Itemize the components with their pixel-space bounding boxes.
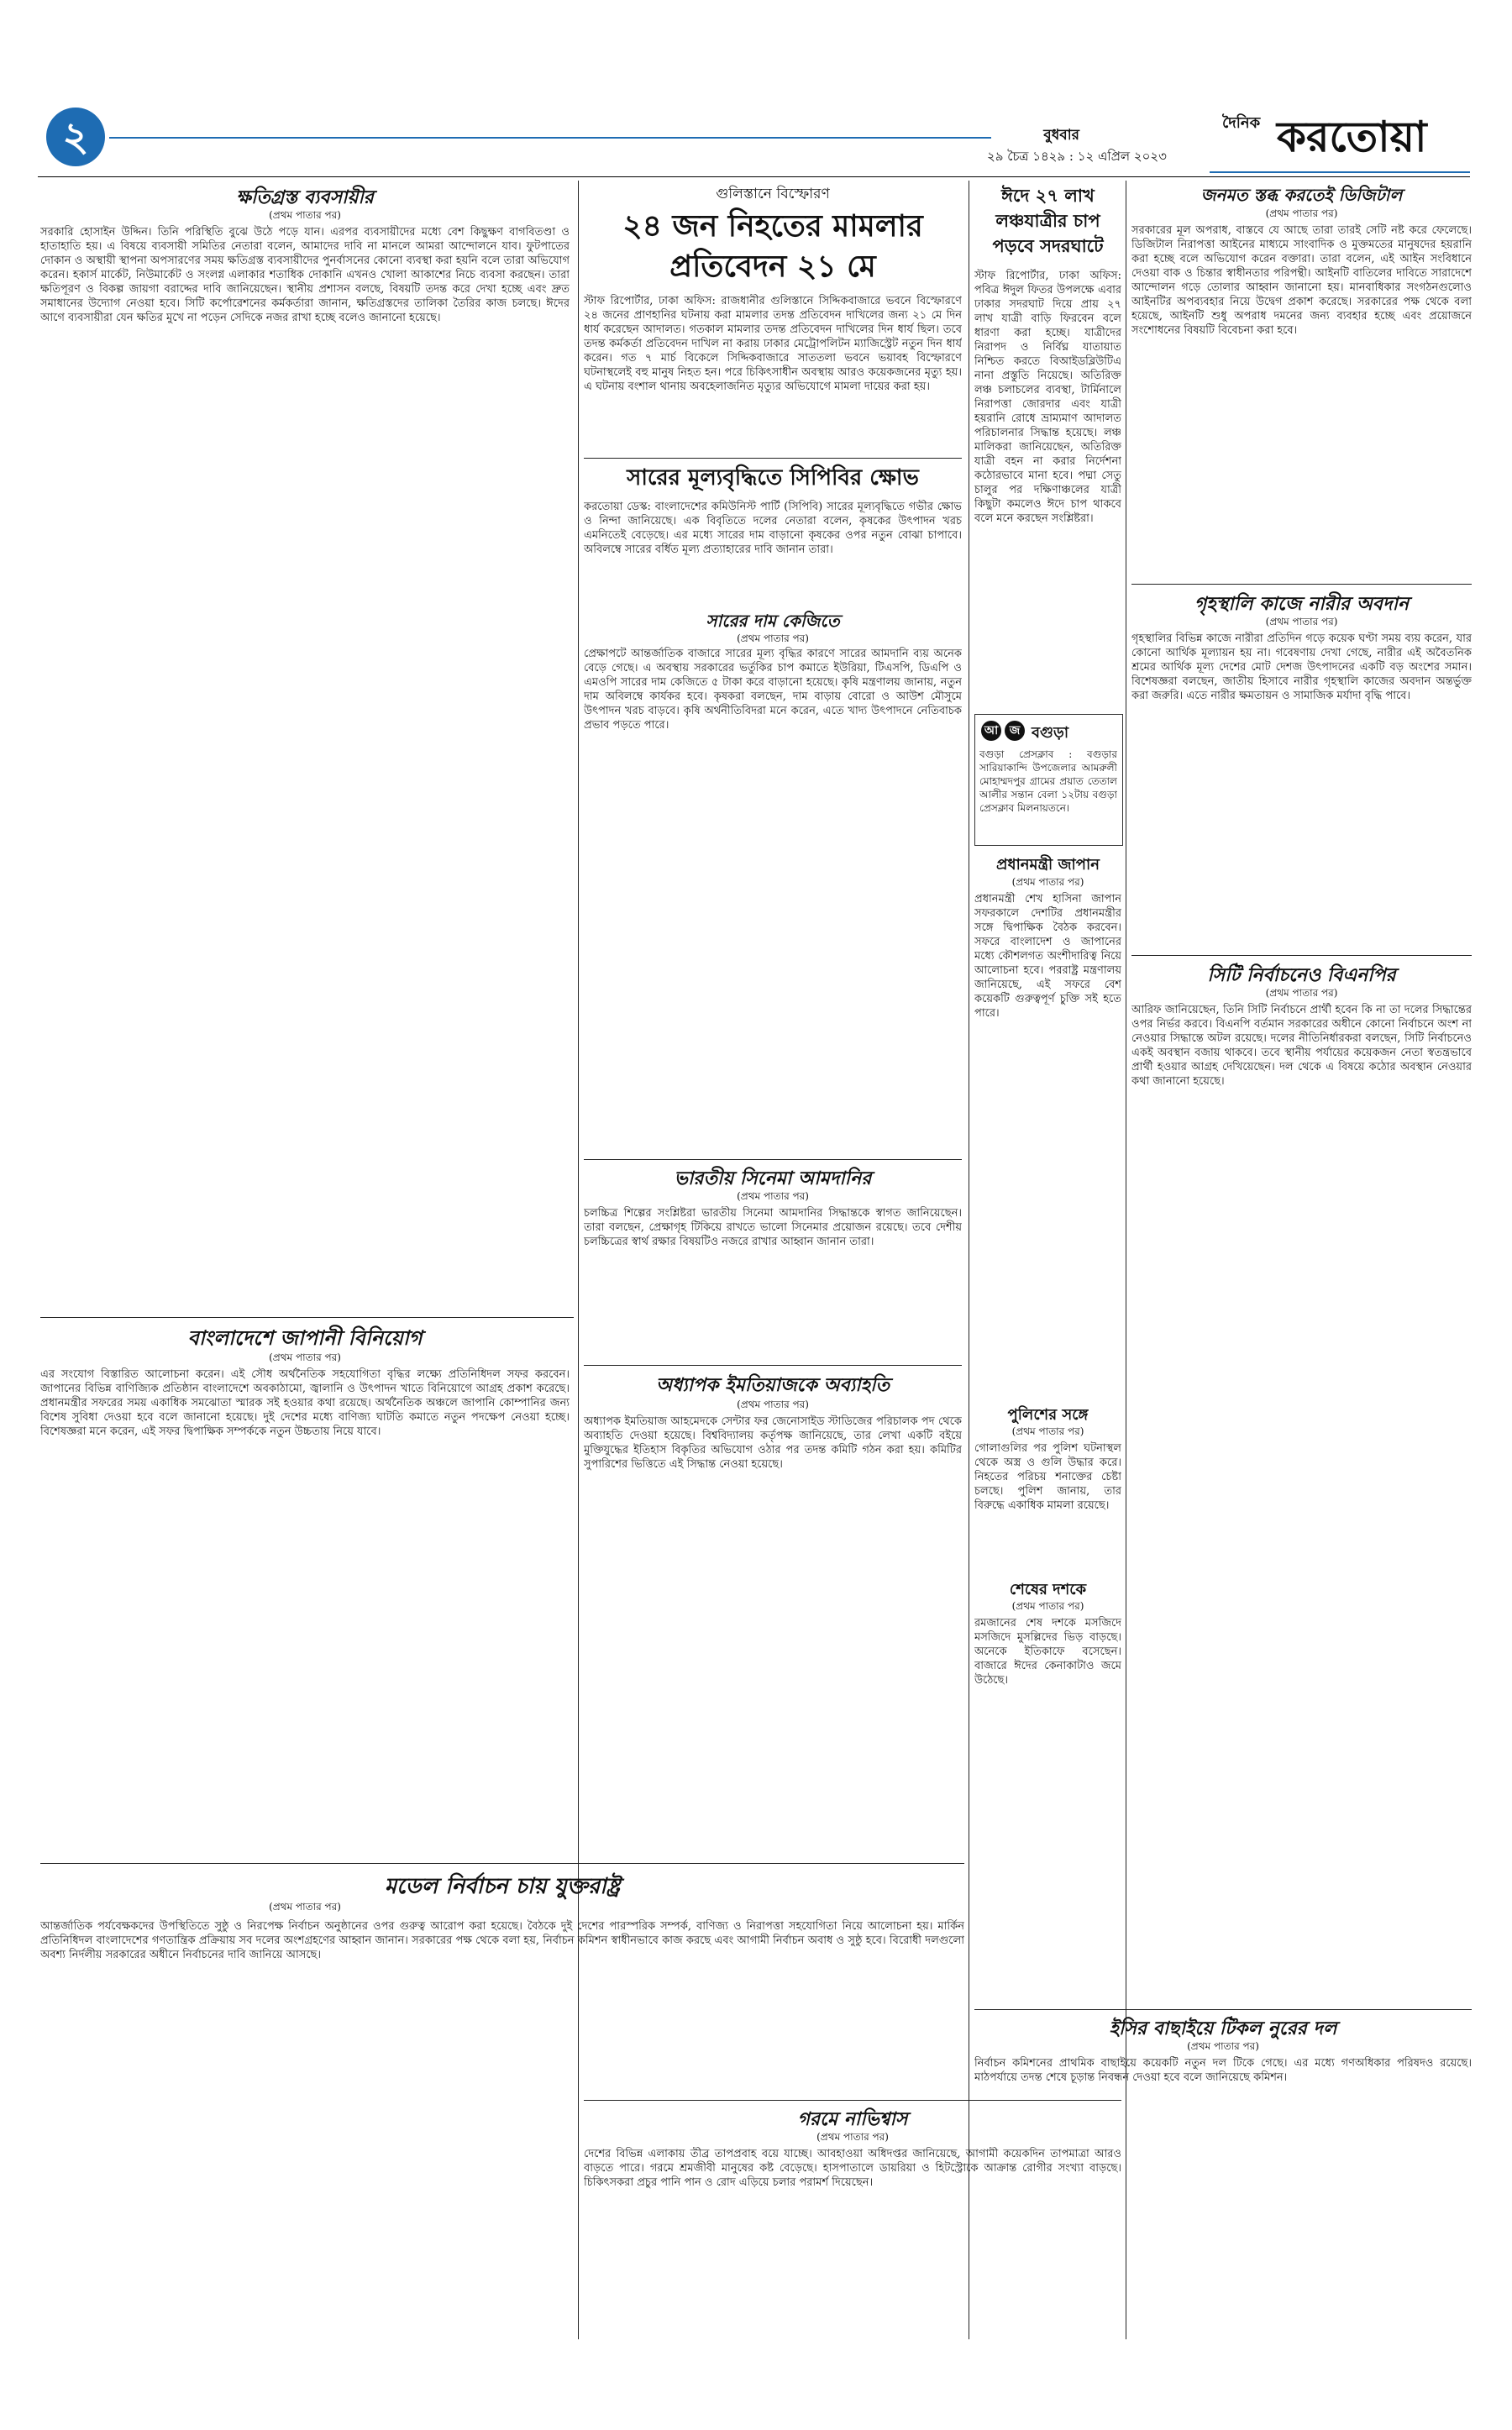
page-number: ২	[62, 113, 89, 160]
top-divider	[38, 176, 1470, 177]
continuation-note: (প্রথম পাতার পর)	[269, 209, 341, 221]
article-body: সরকারের মূল অপরাধ, বাস্তবে যে আছে তারা তারই সেটি নষ্ট করে ফেলেছে। ডিজিটাল নিরাপত্তা আইনের মাধ্যমে সাংবাদিক ও মুক্তমতের মানুষদের হয়রানি করা হচ্ছে বলে অভিযোগ করেন বক্তারা। তারা বলেন, এই আইন সংবিধানে দেওয়া বাক ও চিন্তার স্বাধীনতার পরিপন্থী। আইনটি বাতিলের দাবিতে সারাদেশে আন্দোলন গড়ে তোলার আহ্বান জানানো হয়। মানবাধিকার সংগঠনগুলোও আইনটির অপব্যবহার নিয়ে উদ্বেগ প্রকাশ করেছে। সরকারের পক্ষ থেকে বলা হয়েছে, আইনটি শুধু অপরাধ দমনের জন্য ব্যবহার হচ্ছে এবং প্রয়োজনে সংশোধনের বিষয়টি বিবেচনা করা হবে।	[1131, 224, 1472, 337]
continuation-note: (প্রথম পাতার পর)	[1011, 1600, 1084, 1612]
headline-heat-wave: গরমে নাভিশ্বাস	[797, 2108, 908, 2130]
article-body: প্রধানমন্ত্রী শেখ হাসিনা জাপান সফরকালে দেশটির প্রধানমন্ত্রীর সঙ্গে দ্বিপাক্ষিক বৈঠক করবেন। সফরে বাংলাদেশ ও জাপানের মধ্যে কৌশলগত অংশীদারিত্ব নিয়ে আলোচনা হবে। পররাষ্ট্র মন্ত্রণালয় জানিয়েছে, এই সফরে বেশ কয়েকটি গুরুত্বপূর্ণ চুক্তি সই হতে পারে।	[974, 893, 1121, 1020]
article-body: স্টাফ রিপোর্টার, ঢাকা অফিস: পবিত্র ঈদুল ফিতর উপলক্ষে এবার ঢাকার সদরঘাট দিয়ে প্রায় ২৭ লাখ যাত্রী বাড়ি ফিরবেন বলে ধারণা করা হচ্ছে। যাত্রীদের নিরাপদ ও নির্বিঘ্ন যাতায়াত নিশ্চিত করতে বিআইডব্লিউটিএ নানা প্রস্তুতি নিয়েছে। অতিরিক্ত লঞ্চ চলাচলের ব্যবস্থা, টার্মিনালে নিরাপত্তা জোরদার এবং যাত্রী হয়রানি রোধে ভ্রাম্যমাণ আদালত পরিচালনার সিদ্ধান্ত হয়েছে। লঞ্চ মালিকরা জানিয়েছেন, অতিরিক্ত যাত্রী বহন না করার নির্দেশনা কঠোরভাবে মানা হবে। পদ্মা সেতু চালুর পর দক্ষিণাঞ্চলের যাত্রী কিছুটা কমলেও ঈদে চাপ থাকবে বলে মনে করছেন সংশ্লিষ্টরা।	[974, 270, 1121, 525]
article-body: নির্বাচন কমিশনের প্রাথমিক বাছাইয়ে কয়েকটি নতুন দল টিকে গেছে। এর মধ্যে গণঅধিকার পরিষদও রয়েছে। মাঠপর্যায়ে তদন্ত শেষে চূড়ান্ত নিবন্ধন দেওয়া হবে বলে জানিয়েছে কমিশন।	[974, 2057, 1472, 2084]
divider	[584, 458, 962, 459]
article-body: অধ্যাপক ইমতিয়াজ আহমেদকে সেন্টার ফর জেনোসাইড স্টাডিজের পরিচালক পদ থেকে অব্যাহতি দেওয়া হয়েছে। বিশ্ববিদ্যালয় কর্তৃপক্ষ জানিয়েছে, তার লেখা একটি বইয়ে মুক্তিযুদ্ধের ইতিহাস বিকৃতির অভিযোগ ওঠার পর তদন্ত কমিটি গঠন করা হয়। কমিটির সুপারিশের ভিত্তিতে এই সিদ্ধান্ত নেওয়া হয়েছে।	[584, 1415, 962, 1471]
continuation-note: (প্রথম পাতার পর)	[816, 2131, 889, 2143]
headline-digital-security: জনমত স্তব্ধ করতেই ডিজিটাল	[1200, 185, 1403, 205]
masthead-line	[109, 137, 991, 139]
headline-lead-gulistan: ২৪ জন নিহতের মামলার প্রতিবেদন ২১ মে	[622, 208, 923, 284]
issue-day: বুধবার	[1043, 127, 1079, 144]
headline-pm-japan: প্রধানমন্ত্রী জাপান	[996, 856, 1100, 874]
headline-damaged-traders: ক্ষতিগ্রস্ত ব্যবসায়ীর	[236, 186, 374, 208]
divider	[40, 1317, 574, 1318]
headline-ec-nur-party: ইসির বাছাইয়ে টিকল নুরের দল	[1109, 2018, 1337, 2039]
paper-small-name: দৈনিক	[1222, 114, 1261, 132]
article-body: আরিফ জানিয়েছেন, তিনি সিটি নির্বাচনে প্রার্থী হবেন কি না তা দলের সিদ্ধান্তের ওপর নির্ভর করবে। বিএনপি বর্তমান সরকারের অধীনে কোনো নির্বাচনে অংশ না নেওয়ার সিদ্ধান্তে অটল রয়েছে। দলের নীতিনির্ধারকরা বলছেন, সিটি নির্বাচনেও একই অবস্থান বজায় থাকবে। তবে স্থানীয় পর্যায়ের কয়েকজন নেতা স্বতন্ত্রভাবে প্রার্থী হওয়ার আগ্রহ দেখিয়েছেন। দল থেকে এ বিষয়ে কঠোর অবস্থান নেওয়ার কথা জানানো হয়েছে।	[1131, 1004, 1472, 1088]
divider	[40, 1863, 964, 1864]
continuation-note: (প্রথম পাতার পর)	[1011, 1425, 1084, 1437]
headline-sadarghat-rush: ঈদে ২৭ লাখ লঞ্চযাত্রীর চাপ পড়বে সদরঘাটে	[992, 185, 1104, 256]
notice-logo-b: জ	[1005, 721, 1025, 741]
continuation-note: (প্রথম পাতার পর)	[269, 1351, 341, 1363]
continuation-note: (প্রথম পাতার পর)	[737, 1399, 809, 1410]
headline-police-gunfight: পুলিশের সঙ্গে	[1007, 1406, 1089, 1424]
issue-date: ২৯ চৈত্র ১৪২৯ : ১২ এপ্রিল ২০২৩	[987, 149, 1167, 164]
headline-bnp-city-election: সিটি নির্বাচনেও বিএনপির	[1207, 964, 1396, 986]
continuation-note: (প্রথম পাতার পর)	[1265, 616, 1338, 627]
divider	[1131, 955, 1472, 956]
headline-indian-cinema: ভারতীয় সিনেমা আমদানির	[674, 1168, 872, 1189]
article-body: গোলাগুলির পর পুলিশ ঘটনাস্থল থেকে অস্ত্র ও গুলি উদ্ধার করে। নিহতের পরিচয় শনাক্তের চেষ্টা চলছে। পুলিশ জানায়, তার বিরুদ্ধে একাধিক মামলা রয়েছে।	[974, 1442, 1121, 1512]
continuation-note: (প্রথম পাতার পর)	[1187, 2040, 1259, 2052]
article-body: করতোয়া ডেস্ক: বাংলাদেশের কমিউনিস্ট পার্টি (সিপিবি) সারের মূল্যবৃদ্ধিতে গভীর ক্ষোভ ও নিন্দা জানিয়েছে। এক বিবৃতিতে দলের নেতারা বলেন, কৃষকের উৎপাদন খরচ এমনিতেই বেড়েছে। এর মধ্যে সারের দাম বাড়ানো কৃষকের ওপর নতুন বোঝা চাপাবে। অবিলম্বে সারের বর্ধিত মূল্য প্রত্যাহারের দাবি জানান তারা।	[584, 501, 962, 556]
continuation-note: (প্রথম পাতার পর)	[737, 632, 809, 644]
article-body: চলচ্চিত্র শিল্পের সংশ্লিষ্টরা ভারতীয় সিনেমা আমদানির সিদ্ধান্তকে স্বাগত জানিয়েছেন। তারা বলছেন, প্রেক্ষাগৃহ টিকিয়ে রাখতে ভালো সিনেমার প্রয়োজন রয়েছে। তবে দেশীয় চলচ্চিত্রের স্বার্থ রক্ষার বিষয়টিও নজরে রাখার আহ্বান জানান তারা।	[584, 1207, 962, 1248]
divider	[974, 2009, 1472, 2010]
article-body: এর সংযোগ বিস্তারিত আলোচনা করেন। এই সৌধ অর্থনৈতিক সহযোগিতা বৃদ্ধির লক্ষ্যে প্রতিনিধিদল সফর করবেন। জাপানের বিভিন্ন বাণিজ্যিক প্রতিষ্ঠান বাংলাদেশে অবকাঠামো, জ্বালানি ও উৎপাদন খাতে বিনিয়োগে আগ্রহ প্রকাশ করেছে। প্রধানমন্ত্রীর সফরের সময় একাধিক সমঝোতা স্মারক সই হওয়ার কথা রয়েছে। অর্থনৈতিক অঞ্চলে জাপানি কোম্পানির জন্য বিশেষ সুবিধা দেওয়া হবে বলে জানানো হয়েছে। দুই দেশের মধ্যে বাণিজ্য ঘাটতি কমাতে নতুন পদক্ষেপ নেওয়া হচ্ছে। বিশেষজ্ঞরা মনে করেন, এই সফর দ্বিপাক্ষিক সম্পর্ককে নতুন উচ্চতায় নিয়ে যাবে।	[40, 1368, 570, 1438]
continuation-note: (প্রথম পাতার পর)	[737, 1190, 809, 1202]
notice-place: বগুড়া	[1032, 724, 1069, 742]
notice-logo-a: আ	[981, 721, 1001, 741]
kicker-gulistan-blast: গুলিস্তানে বিস্ফোরণ	[716, 186, 830, 202]
headline-women-household: গৃহস্থালি কাজে নারীর অবদান	[1194, 593, 1410, 615]
headline-japanese-investment: বাংলাদেশে জাপানী বিনিয়োগ	[187, 1325, 423, 1350]
headline-fertilizer-price: সারের দাম কেজিতে	[706, 611, 840, 631]
continuation-note: (প্রথম পাতার পর)	[1011, 876, 1084, 888]
article-body: সরকারি হোসাইন উদ্দিন। তিনি পরিস্থিতি বুঝে উঠে পড়ে যান। এরপর ব্যবসায়ীদের মধ্যে বেশ কিছুক্ষণ বাগবিতণ্ডা ও হাতাহাতি হয়। এ বিষয়ে ব্যবসায়ী সমিতির নেতারা বলেন, আমাদের দাবি না মানলে আমরা আন্দোলনে যাব। ফুটপাতের দোকান ও অস্থায়ী স্থাপনা অপসারণের সময় ক্ষতিগ্রস্ত ব্যবসায়ীদের পুনর্বাসনের কোনো ব্যবস্থা করা হয়নি বলে তারা অভিযোগ করেন। হকার্স মার্কেট, নিউমার্কেট ও সংলগ্ন এলাকার শতাধিক দোকানি এখনও খোলা আকাশের নিচে ব্যবসা করছেন। তারা ক্ষতিপূরণ ও বিকল্প জায়গা বরাদ্দের দাবি জানিয়েছেন। স্থানীয় প্রশাসন বলছে, বিষয়টি তদন্ত করে দেখা হচ্ছে এবং দ্রুত সমাধানের উদ্যোগ নেওয়া হবে। সিটি কর্পোরেশনের কর্মকর্তারা জানান, ক্ষতিগ্রস্তদের তালিকা তৈরির কাজ চলছে। ঈদের আগে ব্যবসায়ীরা যেন ক্ষতির মুখে না পড়েন সেদিকে নজর রাখা হচ্ছে বলেও জানানো হয়েছে।	[40, 226, 570, 324]
headline-cpb-protest: সারের মূল্যবৃদ্ধিতে সিপিবির ক্ষোভ	[627, 465, 919, 491]
headline-last-ten-days: শেষের দশকে	[1009, 1581, 1087, 1598]
continuation-note: (প্রথম পাতার পর)	[269, 1901, 341, 1913]
divider	[1131, 584, 1472, 585]
headline-us-model-election: মডেল নির্বাচন চায় যুক্তরাষ্ট্র	[384, 1874, 621, 1899]
continuation-note: (প্রথম পাতার পর)	[1265, 207, 1338, 219]
article-body: দেশের বিভিন্ন এলাকায় তীব্র তাপপ্রবাহ বয়ে যাচ্ছে। আবহাওয়া অধিদপ্তর জানিয়েছে, আগামী কয়েকদিন তাপমাত্রা আরও বাড়তে পারে। গরমে শ্রমজীবী মানুষের কষ্ট বেড়েছে। হাসপাতালে ডায়রিয়া ও হিটস্ট্রোকে আক্রান্ত রোগীর সংখ্যা বাড়ছে। চিকিৎসকরা প্রচুর পানি পান ও রোদ এড়িয়ে চলার পরামর্শ দিয়েছেন।	[584, 2148, 1121, 2189]
article-body: আন্তর্জাতিক পর্যবেক্ষকদের উপস্থিতিতে সুষ্ঠু ও নিরপেক্ষ নির্বাচন অনুষ্ঠানের ওপর গুরুত্ব আরোপ করা হয়েছে। বৈঠকে দুই দেশের পারস্পরিক সম্পর্ক, বাণিজ্য ও নিরাপত্তা সহযোগিতা নিয়ে আলোচনা হয়। মার্কিন প্রতিনিধিদল বাংলাদেশের গণতান্ত্রিক প্রক্রিয়ায় সব দলের অংশগ্রহণের আহ্বান জানান। সরকারের পক্ষ থেকে বলা হয়, নির্বাচন কমিশন স্বাধীনভাবে কাজ করছে এবং আগামী নির্বাচন অবাধ ও সুষ্ঠু হবে। বিরোধী দলগুলো অবশ্য নির্দলীয় সরকারের অধীনে নির্বাচনের দাবি জানিয়ে আসছে।	[40, 1920, 964, 1961]
paper-name: করতোয়া	[1277, 112, 1427, 161]
continuation-note: (প্রথম পাতার পর)	[1265, 987, 1338, 999]
article-body: রমজানের শেষ দশকে মসজিদে মসজিদে মুসল্লিদের ভিড় বাড়ছে। অনেকে ইতিকাফে বসেছেন। বাজারে ঈদের কেনাকাটাও জমে উঠেছে।	[974, 1617, 1121, 1687]
divider	[584, 1159, 962, 1160]
article-body: প্রেক্ষাপটে আন্তর্জাতিক বাজারে সারের মূল্য বৃদ্ধির কারণে সারের আমদানি ব্যয় অনেক বেড়ে গেছে। এ অবস্থায় সরকারের ভর্তুকির চাপ কমাতে ইউরিয়া, টিএসপি, ডিএপি ও এমওপি সারের দাম কেজিতে ৫ টাকা করে বাড়ানো হয়েছে। কৃষি মন্ত্রণালয় জানায়, নতুন দাম অবিলম্বে কার্যকর হবে। কৃষকরা বলছেন, দাম বাড়ায় বোরো ও আউশ মৌসুমে উৎপাদন খরচ বাড়বে। কৃষি অর্থনীতিবিদরা মনে করেন, এতে খাদ্য উৎপাদনে নেতিবাচক প্রভাব পড়তে পারে।	[584, 648, 962, 732]
headline-imtiaz-release: অধ্যাপক ইমতিয়াজকে অব্যাহতি	[656, 1374, 890, 1396]
article-body: স্টাফ রিপোর্টার, ঢাকা অফিস: রাজধানীর গুলিস্তানে সিদ্দিকবাজারে ভবনে বিস্ফোরণে ২৪ জনের প্রাণহানির ঘটনায় করা মামলার তদন্ত প্রতিবেদন দাখিলের জন্য ২১ মে দিন ধার্য করেছেন আদালত। গতকাল মামলার তদন্ত প্রতিবেদন দাখিলের দিন ধার্য ছিল। তবে তদন্ত কর্মকর্তা প্রতিবেদন দাখিল না করায় ঢাকার মেট্রোপলিটন ম্যাজিস্ট্রেট নতুন দিন ধার্য করেন। গত ৭ মার্চ বিকেলে সিদ্দিকবাজারে সাততলা ভবনে ভয়াবহ বিস্ফোরণে ঘটনাস্থলেই বহু মানুষ নিহত হন। পরে চিকিৎসাধীন অবস্থায় আরও কয়েকজনের মৃত্যু হয়। এ ঘটনায় বংশাল থানায় অবহেলাজনিত মৃত্যুর অভিযোগে মামলা দায়ের করা হয়।	[584, 295, 962, 393]
article-body: গৃহস্থালির বিভিন্ন কাজে নারীরা প্রতিদিন গড়ে কয়েক ঘণ্টা সময় ব্যয় করেন, যার কোনো আর্থিক মূল্যায়ন হয় না। গবেষণায় দেখা গেছে, নারীর এই অবৈতনিক শ্রমের আর্থিক মূল্য দেশের মোট দেশজ উৎপাদনের একটি বড় অংশের সমান। বিশেষজ্ঞরা বলছেন, জাতীয় হিসাবে নারীর গৃহস্থালি কাজের অবদান অন্তর্ভুক্ত করা জরুরি। এতে নারীর ক্ষমতায়ন ও সামাজিক মর্যাদা বৃদ্ধি পাবে।	[1131, 632, 1472, 702]
notice-body: বগুড়া প্রেসক্লাব : বগুড়ার সারিয়াকান্দি উপজেলার আমরুলী মোহাম্মদপুর গ্রামের প্রয়াত তেতাল আলীর সন্তান বেলা ১২টায় বগুড়া প্রেসক্লাব মিলনায়তনে।	[979, 748, 1117, 814]
divider	[584, 1365, 962, 1366]
